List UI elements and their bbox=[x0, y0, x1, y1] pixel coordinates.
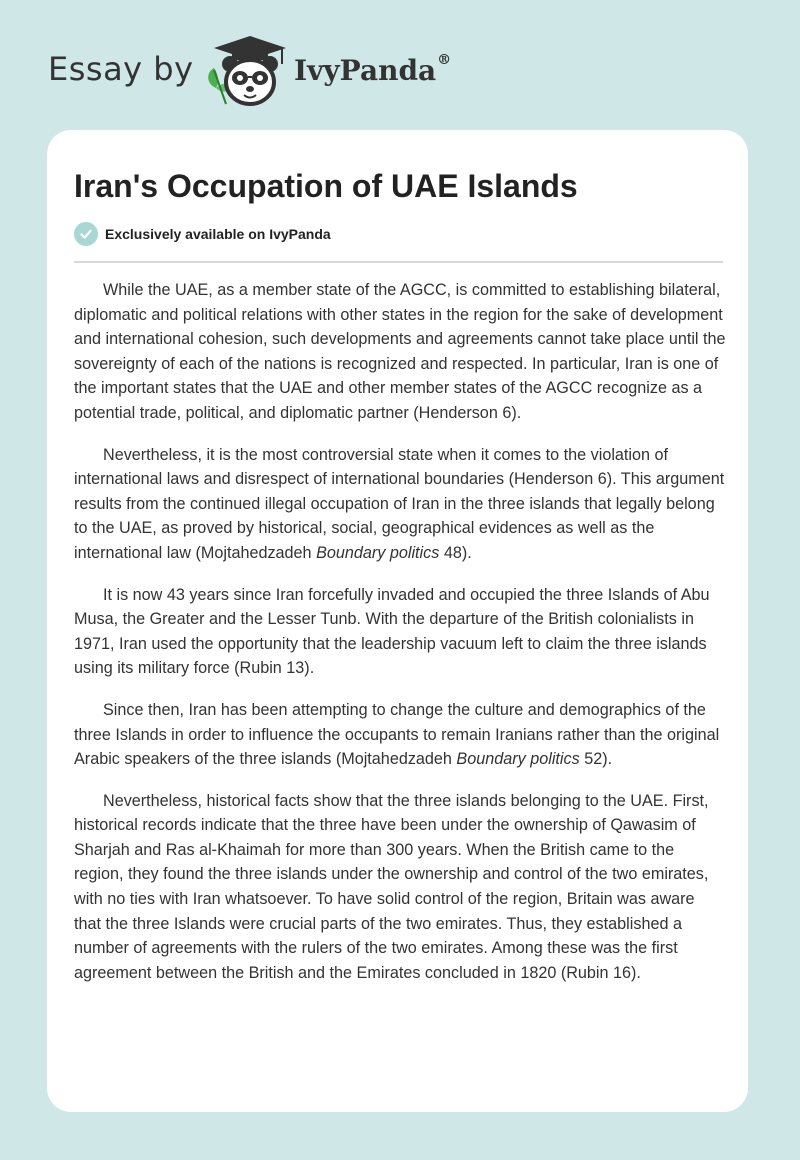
essay-body bbox=[74, 278, 726, 1002]
divider bbox=[74, 261, 723, 263]
paragraph: Nevertheless, historical facts show that the three islands belonging to the UAE. First, historical records indicate that the three have been under the ownership of Qawasim of Sharjah and Ras al-Khaimah for more than 300 years. When the British came to the region, they found the three islands under the ownership and control of the two emirates, with no ties with Iran whatsoever. To have solid control of the region, Britain was aware that the three Islands were crucial parts of the two emirates. Thus, they established a number of agreements with the rulers of the two emirates. Among these was the first agreement between the British and the Emirates concluded in 1820 (Rubin 16). bbox=[74, 791, 709, 982]
paragraph: It is now 43 years since Iran forcefully invaded and occupied the three Islands of Abu Musa, the Greater and the Lesser Tunb. With the departure of the British colonialists in 1971, Iran used the opportunity that the leadership vacuum left to claim the three islands using its military force (Rubin 13). bbox=[74, 585, 710, 678]
paragraph: Nevertheless, it is the most controversial state when it comes to the violation of international laws and disrespect of international boundaries (Henderson 6). This argument results from the continued illegal occupation of Iran in the three islands that legally belong to the UAE, as proved by historical, social, geographical evidences as well as the international law (Mojtahedzadeh Boundary politics 48). bbox=[74, 445, 725, 562]
brand-name: IvyPanda® bbox=[294, 52, 452, 87]
check-icon bbox=[74, 222, 98, 246]
panda-logo-icon bbox=[202, 34, 292, 110]
site-header bbox=[48, 30, 548, 110]
exclusive-label: Exclusively available on IvyPanda bbox=[105, 226, 331, 242]
paragraph: Since then, Iran has been attempting to change the culture and demographics of the three Islands in order to influence the occupants to remain Iranians rather than the original Arabic speakers of the three islands (Mojtahedzadeh Boundary politics 52). bbox=[74, 700, 720, 769]
exclusive-badge bbox=[74, 222, 331, 246]
essay-by-label: Essay by bbox=[48, 50, 194, 88]
essay-card bbox=[47, 130, 748, 1112]
page-title: Iran's Occupation of UAE Islands bbox=[74, 168, 578, 204]
paragraph: While the UAE, as a member state of the AGCC, is committed to establishing bilateral, diplomatic and political relations with other states in the region for the sake of development and international cohesion, such developments and agreements cannot take place until the sovereignty of each of the nations is recognized and respected. In particular, Iran is one of the important states that the UAE and other member states of the AGCC recognize as a potential trade, political, and diplomatic partner (Henderson 6). bbox=[74, 281, 726, 422]
